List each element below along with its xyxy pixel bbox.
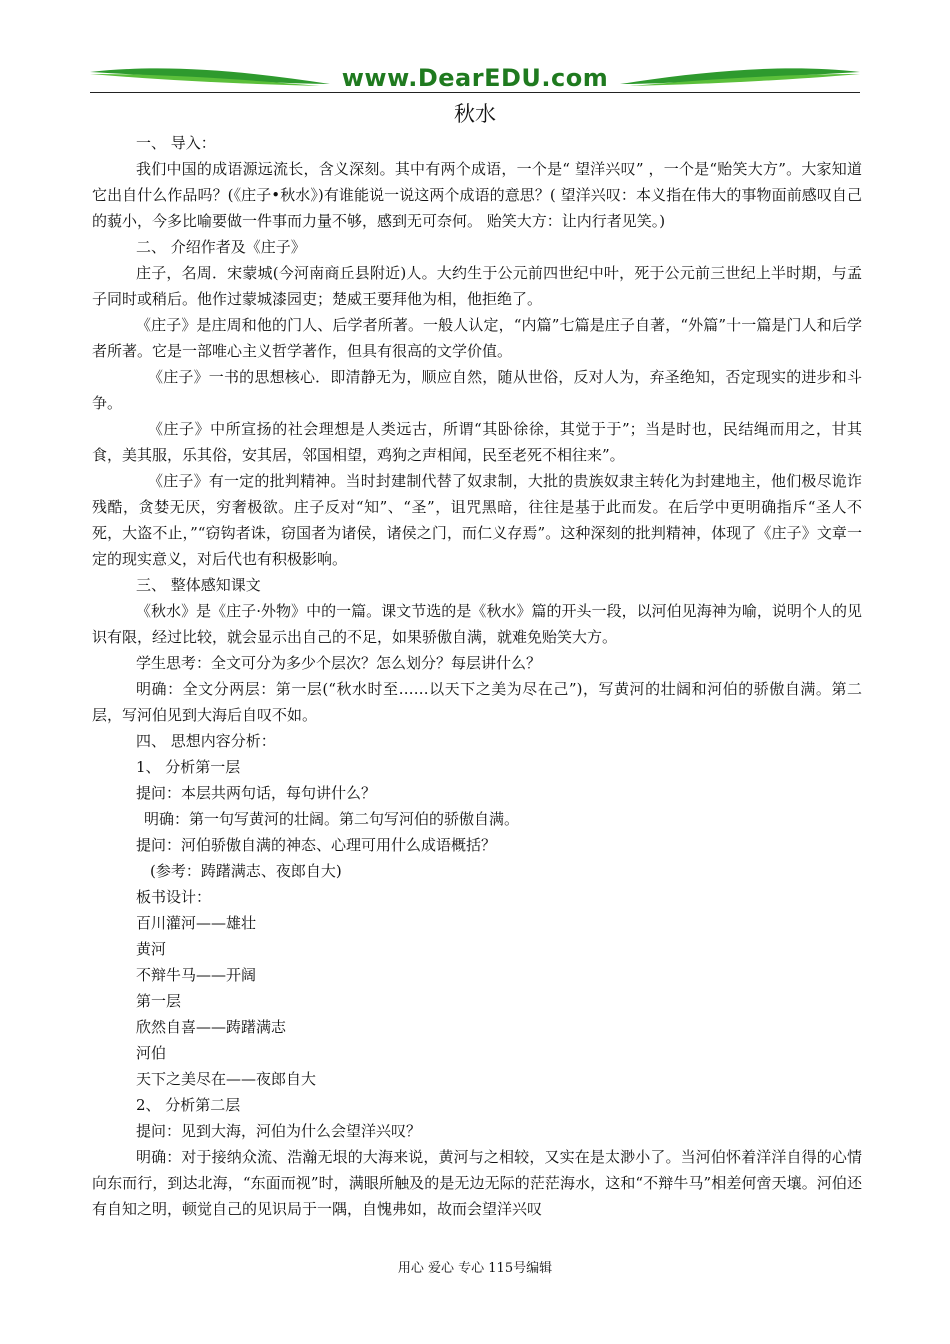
board-item: 黄河 <box>136 940 167 958</box>
paragraph: 我们中国的成语源远流长，含义深刻。其中有两个成语，一个是“ 望洋兴叹” ，一个是“贻笑大方”。大家知道它出自什么作品吗？(《庄子•秋水》)有谁能说一说这两个成语的意思？( 望洋兴叹：本义指在伟大的事物面前感叹自己的藐小，今多比喻要做一件事而力量不够，感到无可奈何。 贻笑大方：让内行者见笑。) <box>92 160 862 230</box>
paragraph: 《庄子》中所宣扬的社会理想是人类远古，所谓“其卧徐徐，其觉于于”；当是时也，民结绳而用之，甘其食，美其服，乐其俗，安其居，邻国相望，鸡狗之声相闻，民至老死不相往来”。 <box>92 420 862 464</box>
page-footer: 用心 爱心 专心 115号编辑 <box>397 1261 553 1276</box>
paragraph: 《庄子》一书的思想核心．即清静无为，顺应自然，随从世俗，反对人为，弃圣绝知，否定现实的进步和斗争。 <box>92 368 862 412</box>
board-item: 百川灌河——雄壮 <box>136 914 257 932</box>
paragraph: 《庄子》是庄周和他的门人、后学者所著。一般人认定，“内篇”七篇是庄子自著，“外篇”十一篇是门人和后学者所著。它是一部唯心主义哲学著作，但具有很高的文学价值。 <box>92 316 862 360</box>
paragraph: 学生思考：全文可分为多少个层次？怎么划分？每层讲什么？ <box>136 654 542 672</box>
board-item: 欣然自喜——踌躇满志 <box>136 1018 287 1036</box>
section-heading: 一、 导入： <box>136 134 216 152</box>
board-item: 河伯 <box>136 1044 167 1062</box>
site-url-logo: www.DearEDU.com <box>341 64 609 92</box>
paragraph: 明确：全文分两层：第一层(“秋水时至……以天下之美为尽在己”)，写黄河的壮阔和河伯的骄傲自满。第二层，写河伯见到大海后自叹不如。 <box>92 680 862 724</box>
document-body <box>92 130 862 1222</box>
paragraph: 《庄子》有一定的批判精神。当时封建制代替了奴隶制，大批的贵族奴隶主转化为封建地主，他们极尽诡诈残酷，贪婪无厌，穷奢极欲。庄子反对“知”、“圣”，诅咒黑暗，往往是基于此而发。在后学中更明确指斥“圣人不死，大盗不止，”“窃钩者诛，窃国者为诸侯，诸侯之门，而仁义存焉”。这种深刻的批判精神，体现了《庄子》文章一定的现实意义，对后代也有积极影响。 <box>92 472 862 568</box>
page-title: 秋水 <box>454 102 496 126</box>
question-line: 提问：见到大海，河伯为什么会望洋兴叹？ <box>136 1122 422 1140</box>
paragraph: 庄子，名周．宋蒙城(今河南商丘县附近)人。大约生于公元前四世纪中叶，死于公元前三世纪上半时期，与孟子同时或稍后。他作过蒙城漆园吏；楚威王要拜他为相，他拒绝了。 <box>92 264 862 308</box>
paragraph: 明确：对于接纳众流、浩瀚无垠的大海来说，黄河与之相较，又实在是太渺小了。当河伯怀着洋洋自得的心情向东而行，到达北海，“东面而视”时，满眼所触及的是无边无际的茫茫海水，这和“不辩牛马”相差何啻天壤。河伯还有自知之明，顿觉自己的见识局于一隅，自愧弗如，故而会望洋兴叹 <box>92 1148 862 1218</box>
header-rule <box>90 92 860 93</box>
subsection-heading: 2、 分析第二层 <box>136 1096 241 1114</box>
question-line: 提问：本层共两句话，每句讲什么？ <box>136 784 377 802</box>
answer-line: 明确：第一句写黄河的壮阔。第二句写河伯的骄傲自满。 <box>144 810 520 828</box>
section-heading: 二、 介绍作者及《庄子》 <box>136 238 306 256</box>
section-heading: 四、 思想内容分析： <box>136 732 276 750</box>
site-header-banner <box>90 60 860 96</box>
paragraph: 《秋水》是《庄子·外物》中的一篇。课文节选的是《秋水》篇的开头一段，以河伯见海神为喻，说明个人的见识有限，经过比较，就会显示出自己的不足，如果骄傲自满，就难免贻笑大方。 <box>92 602 862 646</box>
question-line: 提问：河伯骄傲自满的神态、心理可用什么成语概括？ <box>136 836 497 854</box>
board-item: 天下之美尽在——夜郎自大 <box>136 1070 317 1088</box>
board-item: 不辩牛马——开阔 <box>136 966 257 984</box>
reference-line: (参考：踌躇满志、夜郎自大) <box>150 862 342 880</box>
board-item: 第一层 <box>136 992 182 1010</box>
subsection-heading: 1、 分析第一层 <box>136 758 241 776</box>
section-heading: 三、 整体感知课文 <box>136 576 261 594</box>
board-design-heading: 板书设计： <box>136 888 212 906</box>
